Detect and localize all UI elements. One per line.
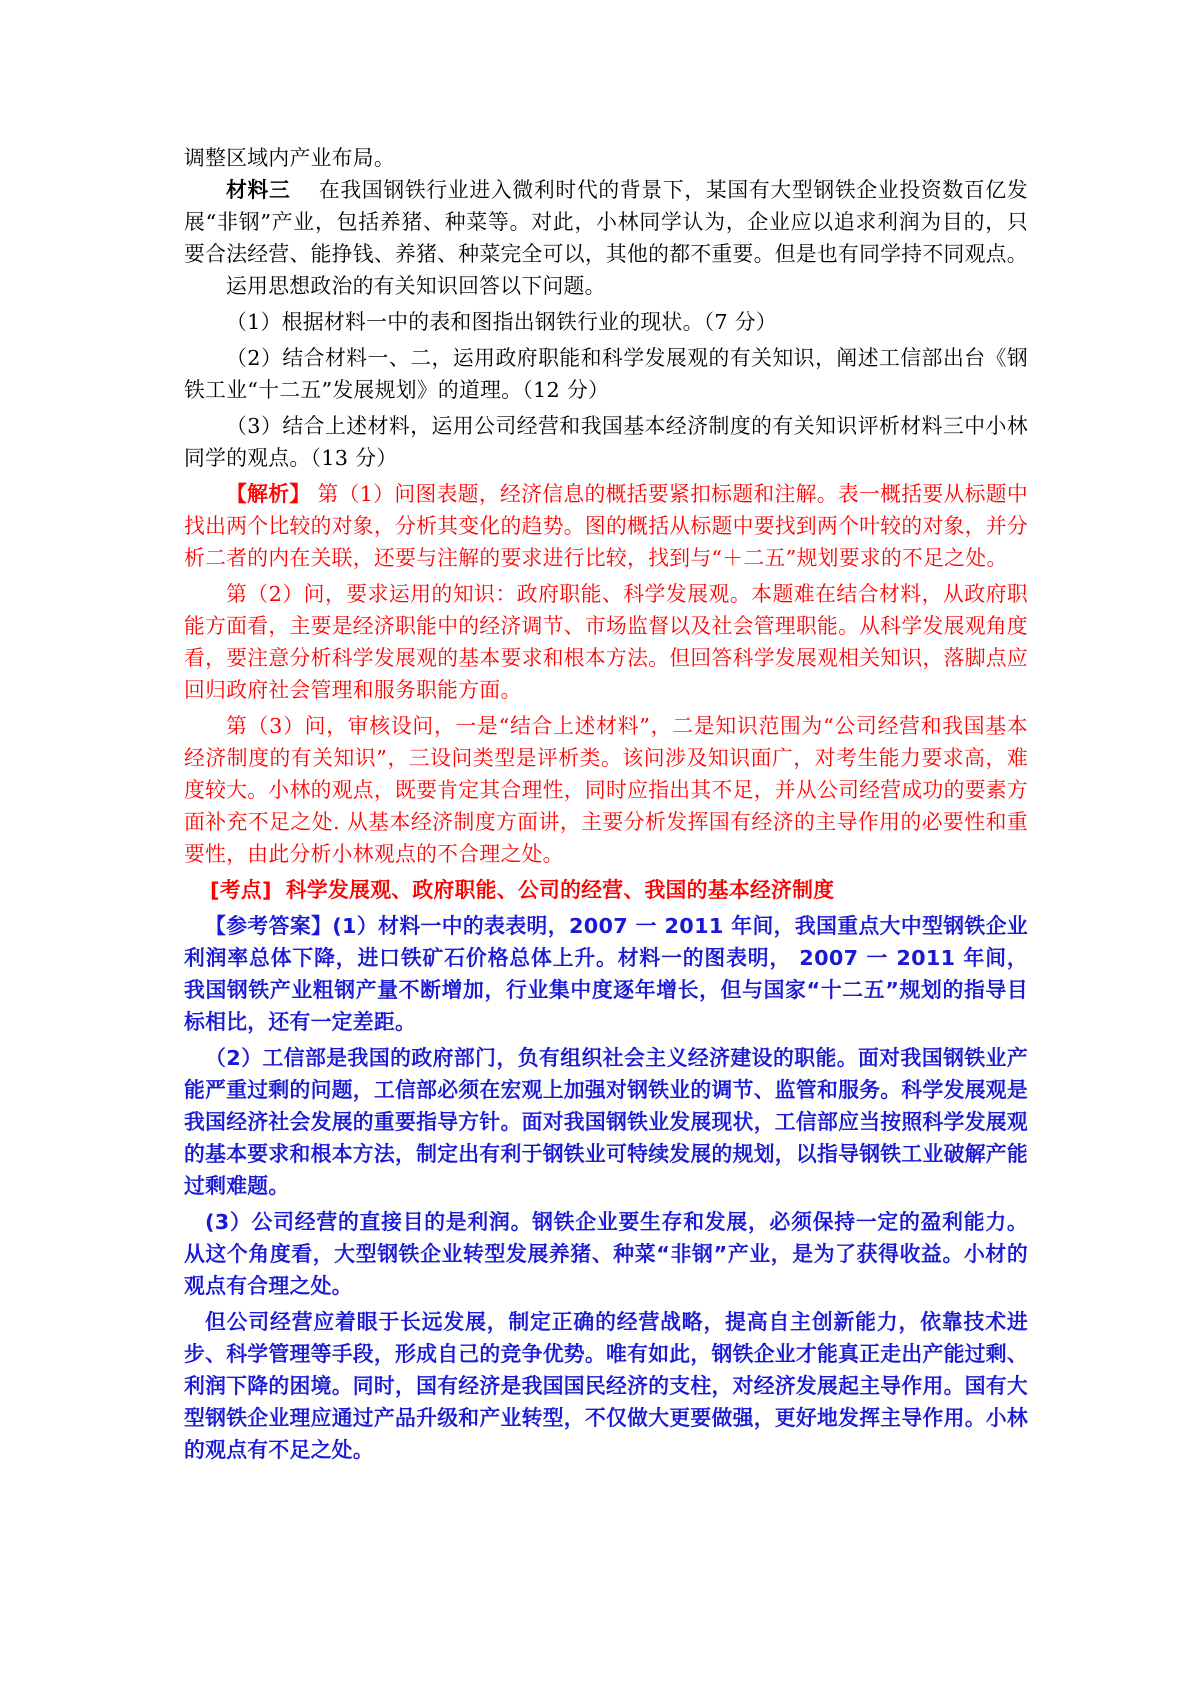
answer-label: 【参考答案】 (205, 914, 333, 938)
paragraph-continuation: 调整区域内产业布局。 (184, 146, 395, 170)
analysis-label: 【解析】 (226, 481, 311, 506)
analysis-paragraph-1 (184, 478, 1028, 574)
question-2: （2）结合材料一、二，运用政府职能和科学发展观的有关知识，阐述工信部出台《钢铁工业“十二五”发展规划》的道理。（12 分） (184, 346, 1028, 402)
material-three-label: 材料三 (226, 178, 291, 202)
answer-paragraph-4: 但公司经营应着眼于长远发展，制定正确的经营战略，提高自主创新能力，依靠技术进步、科学管理等手段，形成自己的竞争优势。唯有如此，钢铁企业才能真正走出产能过剩、利润下降的困境。同时，国有经济是我国国民经济的支柱，对经济发展起主导作用。国有大型钢铁企业理应通过产品升级和产业转型，不仅做大更要做强，更好地发挥主导作用。小林的观点有不足之处。 (184, 1310, 1028, 1462)
answer-text-1: (1）材料一中的表表明，2007 一 2011 年间，我国重点大中型钢铁企业利润率总体下降，进口铁矿石价格总体上升。材料一的图表明， 2007 一 2011 年间，我国钢铁产业粗钢产量不断增加，行业集中度逐年增长，但与国家“十二五”规划的指导目标相比，还有一定差距。 (184, 914, 1028, 1034)
question-instruction: 运用思想政治的有关知识回答以下问题。 (226, 274, 606, 298)
material-three-paragraph (184, 174, 1028, 270)
answer-paragraph-2: （2）工信部是我国的政府部门，负有组织社会主义经济建设的职能。面对我国钢铁业产能严重过剩的问题，工信部必须在宏观上加强对钢铁业的调节、监管和服务。科学发展观是我国经济社会发展的重要指导方针。面对我国钢铁业发展现状，工信部应当按照科学发展观的基本要求和根本方法，制定出有利于钢铁业可特续发展的规划，以指导钢铁工业破解产能过剩难题。 (184, 1046, 1028, 1198)
answer-paragraph-1 (184, 910, 1028, 1038)
question-1: （1）根据材料一中的表和图指出钢铁行业的现状。（7 分） (226, 310, 777, 334)
question-3: （3）结合上述材料，运用公司经营和我国基本经济制度的有关知识评析材料三中小林同学的观点。（13 分） (184, 414, 1028, 470)
document-body (184, 142, 1028, 1466)
analysis-text-1: 第（1）问图表题，经济信息的概括要紧扣标题和注解。表一概括要从标题中找出两个比较的对象，分析其变化的趋势。图的概括从标题中要找到两个叶较的对象，并分析二者的内在关联，还要与注解的要求进行比较，找到与“＋二五”规划要求的不足之处。 (184, 482, 1028, 570)
analysis-paragraph-3: 第（3）问，审核设问，一是“结合上述材料”，二是知识范围为“公司经营和我国基本经济制度的有关知识”，三设问类型是评析类。该问涉及知识面广，对考生能力要求高，难度较大。小林的观点，既要肯定其合理性，同时应指出其不足，并从公司经营成功的要素方面补充不足之处. 从基本经济制度方面讲，主要分析发挥国有经济的主导作用的必要性和重要性，由此分析小林观点的不合理之处。 (184, 714, 1028, 866)
analysis-paragraph-2: 第（2）问，要求运用的知识：政府职能、科学发展观。本题难在结合材料，从政府职能方面看，主要是经济职能中的经济调节、市场监督以及社会管理职能。从科学发展观角度看，要注意分析科学发展观的基本要求和根本方法。但回答科学发展观相关知识，落脚点应回归政府社会管理和服务职能方面。 (184, 582, 1028, 702)
answer-paragraph-3: (3）公司经营的直接目的是利润。钢铁企业要生存和发展，必须保持一定的盈利能力。从这个角度看，大型钢铁企业转型发展养猪、种菜“非钢”产业，是为了获得收益。小材的观点有合理之处。 (184, 1210, 1028, 1298)
material-three-text: 在我国钢铁行业进入微利时代的背景下，某国有大型钢铁企业投资数百亿发展“非钢”产业，包括养猪、种菜等。对此，小林同学认为，企业应以追求利润为目的，只要合法经营、能挣钱、养猪、种菜完全可以，其他的都不重要。但是也有同学持不同观点。 (184, 178, 1028, 266)
kaodian-label: [考点] (210, 878, 272, 902)
kaodian-paragraph (184, 874, 1028, 906)
kaodian-text: 科学发展观、政府职能、公司的经营、我国的基本经济制度 (285, 878, 835, 902)
